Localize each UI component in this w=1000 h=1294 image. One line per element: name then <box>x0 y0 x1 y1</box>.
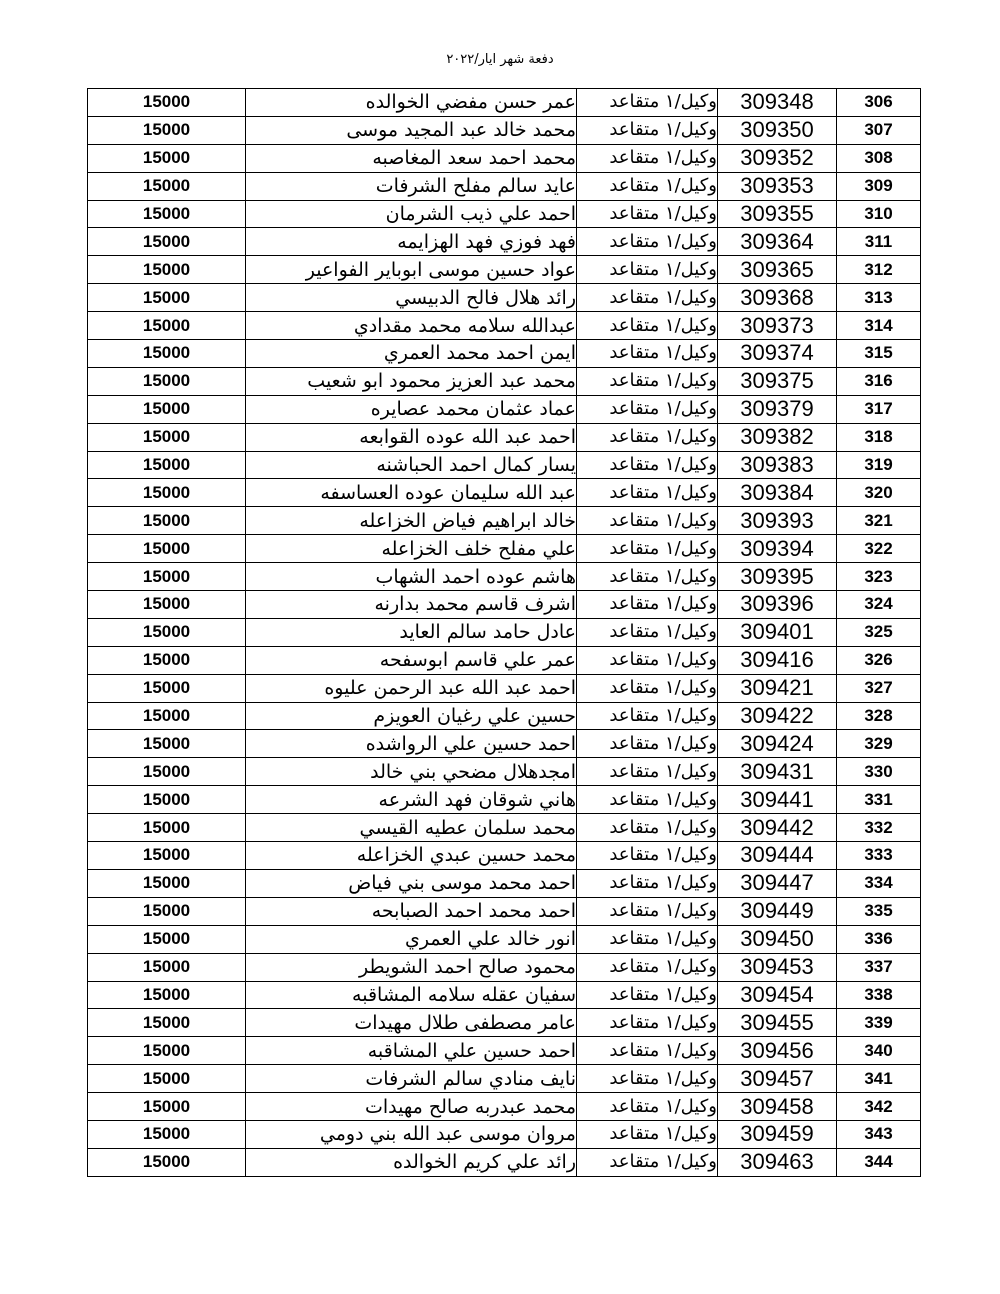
name-cell: نايف منادي سالم الشرفات <box>246 1065 577 1093</box>
rank-status-cell: وكيل/١ متقاعد <box>577 89 718 117</box>
sequence-number-cell: 316 <box>837 367 921 395</box>
table-row <box>88 897 921 925</box>
table-row <box>88 925 921 953</box>
rank-status-cell: وكيل/١ متقاعد <box>577 395 718 423</box>
id-number-cell: 309374 <box>718 340 837 368</box>
rank-status-cell: وكيل/١ متقاعد <box>577 1037 718 1065</box>
amount-cell: 15000 <box>88 953 246 981</box>
sequence-number-cell: 317 <box>837 395 921 423</box>
table-row <box>88 535 921 563</box>
name-cell: انور خالد علي العمري <box>246 925 577 953</box>
amount-cell: 15000 <box>88 981 246 1009</box>
amount-cell: 15000 <box>88 395 246 423</box>
id-number-cell: 309453 <box>718 953 837 981</box>
id-number-cell: 309450 <box>718 925 837 953</box>
sequence-number-cell: 337 <box>837 953 921 981</box>
table-row <box>88 786 921 814</box>
name-cell: مروان موسى عبد الله بني دومي <box>246 1120 577 1148</box>
sequence-number-cell: 315 <box>837 340 921 368</box>
sequence-number-cell: 344 <box>837 1148 921 1176</box>
amount-cell: 15000 <box>88 116 246 144</box>
table-row <box>88 1120 921 1148</box>
id-number-cell: 309375 <box>718 367 837 395</box>
amount-cell: 15000 <box>88 479 246 507</box>
id-number-cell: 309422 <box>718 702 837 730</box>
rank-status-cell: وكيل/١ متقاعد <box>577 423 718 451</box>
amount-cell: 15000 <box>88 618 246 646</box>
id-number-cell: 309457 <box>718 1065 837 1093</box>
table-row <box>88 1065 921 1093</box>
table-row <box>88 89 921 117</box>
name-cell: حسين علي رغيان العويزم <box>246 702 577 730</box>
sequence-number-cell: 336 <box>837 925 921 953</box>
table-row <box>88 1093 921 1121</box>
id-number-cell: 309456 <box>718 1037 837 1065</box>
table-row <box>88 758 921 786</box>
table-row <box>88 981 921 1009</box>
sequence-number-cell: 311 <box>837 228 921 256</box>
sequence-number-cell: 324 <box>837 591 921 619</box>
id-number-cell: 309395 <box>718 563 837 591</box>
sequence-number-cell: 309 <box>837 172 921 200</box>
rank-status-cell: وكيل/١ متقاعد <box>577 1148 718 1176</box>
table-row <box>88 591 921 619</box>
sequence-number-cell: 307 <box>837 116 921 144</box>
name-cell: ايمن احمد محمد العمري <box>246 340 577 368</box>
rank-status-cell: وكيل/١ متقاعد <box>577 618 718 646</box>
id-number-cell: 309383 <box>718 451 837 479</box>
id-number-cell: 309401 <box>718 618 837 646</box>
amount-cell: 15000 <box>88 89 246 117</box>
name-cell: هاشم عوده احمد الشهاب <box>246 563 577 591</box>
sequence-number-cell: 339 <box>837 1009 921 1037</box>
id-number-cell: 309350 <box>718 116 837 144</box>
amount-cell: 15000 <box>88 535 246 563</box>
rank-status-cell: وكيل/١ متقاعد <box>577 591 718 619</box>
name-cell: هاني شوقان فهد الشرعه <box>246 786 577 814</box>
id-number-cell: 309364 <box>718 228 837 256</box>
id-number-cell: 309441 <box>718 786 837 814</box>
table-row <box>88 814 921 842</box>
rank-status-cell: وكيل/١ متقاعد <box>577 535 718 563</box>
table-row <box>88 423 921 451</box>
id-number-cell: 309355 <box>718 200 837 228</box>
sequence-number-cell: 332 <box>837 814 921 842</box>
table-row <box>88 730 921 758</box>
name-cell: عبدالله سلامه محمد مقدادي <box>246 312 577 340</box>
name-cell: امجدهلال مضحي بني خالد <box>246 758 577 786</box>
name-cell: احمد علي ذيب الشرمان <box>246 200 577 228</box>
amount-cell: 15000 <box>88 256 246 284</box>
table-row <box>88 953 921 981</box>
amount-cell: 15000 <box>88 702 246 730</box>
name-cell: عادل حامد سالم العايد <box>246 618 577 646</box>
rank-status-cell: وكيل/١ متقاعد <box>577 814 718 842</box>
table-row <box>88 312 921 340</box>
id-number-cell: 309382 <box>718 423 837 451</box>
id-number-cell: 309449 <box>718 897 837 925</box>
name-cell: محمد احمد سعد المغاصبه <box>246 144 577 172</box>
name-cell: عامر مصطفى طلال مهيدات <box>246 1009 577 1037</box>
table-row <box>88 451 921 479</box>
rank-status-cell: وكيل/١ متقاعد <box>577 172 718 200</box>
name-cell: عمر علي قاسم ابوسفحه <box>246 646 577 674</box>
name-cell: محمد خالد عبد المجيد موسى <box>246 116 577 144</box>
rank-status-cell: وكيل/١ متقاعد <box>577 451 718 479</box>
table-row <box>88 1037 921 1065</box>
amount-cell: 15000 <box>88 1065 246 1093</box>
table-row <box>88 284 921 312</box>
rank-status-cell: وكيل/١ متقاعد <box>577 842 718 870</box>
sequence-number-cell: 323 <box>837 563 921 591</box>
sequence-number-cell: 340 <box>837 1037 921 1065</box>
sequence-number-cell: 318 <box>837 423 921 451</box>
id-number-cell: 309416 <box>718 646 837 674</box>
rank-status-cell: وكيل/١ متقاعد <box>577 674 718 702</box>
rank-status-cell: وكيل/١ متقاعد <box>577 479 718 507</box>
rank-status-cell: وكيل/١ متقاعد <box>577 507 718 535</box>
id-number-cell: 309384 <box>718 479 837 507</box>
table-row <box>88 116 921 144</box>
name-cell: خالد ابراهيم فياض الخزاعله <box>246 507 577 535</box>
rank-status-cell: وكيل/١ متقاعد <box>577 925 718 953</box>
rank-status-cell: وكيل/١ متقاعد <box>577 1009 718 1037</box>
rank-status-cell: وكيل/١ متقاعد <box>577 897 718 925</box>
table-row <box>88 842 921 870</box>
amount-cell: 15000 <box>88 312 246 340</box>
sequence-number-cell: 335 <box>837 897 921 925</box>
table-row <box>88 228 921 256</box>
sequence-number-cell: 308 <box>837 144 921 172</box>
page-title: دفعة شهر ايار/٢٠٢٢ <box>446 52 554 67</box>
name-cell: رائد هلال فالح الدبيسي <box>246 284 577 312</box>
amount-cell: 15000 <box>88 758 246 786</box>
name-cell: عايد سالم مفلح الشرفات <box>246 172 577 200</box>
id-number-cell: 309455 <box>718 1009 837 1037</box>
rank-status-cell: وكيل/١ متقاعد <box>577 1093 718 1121</box>
amount-cell: 15000 <box>88 1148 246 1176</box>
sequence-number-cell: 338 <box>837 981 921 1009</box>
rank-status-cell: وكيل/١ متقاعد <box>577 786 718 814</box>
sequence-number-cell: 342 <box>837 1093 921 1121</box>
amount-cell: 15000 <box>88 674 246 702</box>
name-cell: فهد فوزي فهد الهزايمه <box>246 228 577 256</box>
id-number-cell: 309396 <box>718 591 837 619</box>
amount-cell: 15000 <box>88 1037 246 1065</box>
sequence-number-cell: 327 <box>837 674 921 702</box>
table-row <box>88 563 921 591</box>
id-number-cell: 309421 <box>718 674 837 702</box>
name-cell: محمد عبدربه صالح مهيدات <box>246 1093 577 1121</box>
rank-status-cell: وكيل/١ متقاعد <box>577 256 718 284</box>
rank-status-cell: وكيل/١ متقاعد <box>577 646 718 674</box>
name-cell: احمد عبد الله عبد الرحمن عليوه <box>246 674 577 702</box>
table-row <box>88 367 921 395</box>
sequence-number-cell: 343 <box>837 1120 921 1148</box>
sequence-number-cell: 329 <box>837 730 921 758</box>
rank-status-cell: وكيل/١ متقاعد <box>577 284 718 312</box>
sequence-number-cell: 313 <box>837 284 921 312</box>
rank-status-cell: وكيل/١ متقاعد <box>577 1120 718 1148</box>
sequence-number-cell: 314 <box>837 312 921 340</box>
table-row <box>88 256 921 284</box>
id-number-cell: 309353 <box>718 172 837 200</box>
amount-cell: 15000 <box>88 1009 246 1037</box>
id-number-cell: 309393 <box>718 507 837 535</box>
table-row <box>88 702 921 730</box>
name-cell: عواد حسين موسى ابوباير الفواعير <box>246 256 577 284</box>
sequence-number-cell: 333 <box>837 842 921 870</box>
sequence-number-cell: 321 <box>837 507 921 535</box>
amount-cell: 15000 <box>88 730 246 758</box>
table-row <box>88 1148 921 1176</box>
id-number-cell: 309348 <box>718 89 837 117</box>
rank-status-cell: وكيل/١ متقاعد <box>577 869 718 897</box>
rank-status-cell: وكيل/١ متقاعد <box>577 758 718 786</box>
name-cell: علي مفلح خلف الخزاعله <box>246 535 577 563</box>
amount-cell: 15000 <box>88 507 246 535</box>
rank-status-cell: وكيل/١ متقاعد <box>577 563 718 591</box>
name-cell: يسار كمال احمد الحباشنه <box>246 451 577 479</box>
table-row <box>88 172 921 200</box>
name-cell: محمد سلمان عطيه القيسي <box>246 814 577 842</box>
amount-cell: 15000 <box>88 1093 246 1121</box>
id-number-cell: 309447 <box>718 869 837 897</box>
amount-cell: 15000 <box>88 786 246 814</box>
amount-cell: 15000 <box>88 451 246 479</box>
rank-status-cell: وكيل/١ متقاعد <box>577 144 718 172</box>
rank-status-cell: وكيل/١ متقاعد <box>577 1065 718 1093</box>
rank-status-cell: وكيل/١ متقاعد <box>577 116 718 144</box>
amount-cell: 15000 <box>88 925 246 953</box>
id-number-cell: 309368 <box>718 284 837 312</box>
name-cell: احمد حسين علي المشاقبه <box>246 1037 577 1065</box>
id-number-cell: 309442 <box>718 814 837 842</box>
amount-cell: 15000 <box>88 172 246 200</box>
rank-status-cell: وكيل/١ متقاعد <box>577 367 718 395</box>
id-number-cell: 309373 <box>718 312 837 340</box>
name-cell: رائد علي كريم الخوالده <box>246 1148 577 1176</box>
sequence-number-cell: 325 <box>837 618 921 646</box>
sequence-number-cell: 319 <box>837 451 921 479</box>
amount-cell: 15000 <box>88 423 246 451</box>
name-cell: احمد عبد الله عوده القوابعه <box>246 423 577 451</box>
id-number-cell: 309394 <box>718 535 837 563</box>
name-cell: محمد حسين عبدي الخزاعله <box>246 842 577 870</box>
name-cell: احمد حسين علي الرواشده <box>246 730 577 758</box>
id-number-cell: 309379 <box>718 395 837 423</box>
amount-cell: 15000 <box>88 1120 246 1148</box>
amount-cell: 15000 <box>88 869 246 897</box>
sequence-number-cell: 334 <box>837 869 921 897</box>
payments-table <box>87 88 921 1177</box>
amount-cell: 15000 <box>88 144 246 172</box>
rank-status-cell: وكيل/١ متقاعد <box>577 953 718 981</box>
table-row <box>88 618 921 646</box>
table-body <box>88 89 921 1177</box>
sequence-number-cell: 322 <box>837 535 921 563</box>
rank-status-cell: وكيل/١ متقاعد <box>577 312 718 340</box>
name-cell: احمد محمد موسى بني فياض <box>246 869 577 897</box>
rank-status-cell: وكيل/١ متقاعد <box>577 200 718 228</box>
sequence-number-cell: 320 <box>837 479 921 507</box>
name-cell: محمود صالح احمد الشويطر <box>246 953 577 981</box>
table-row <box>88 395 921 423</box>
table-row <box>88 144 921 172</box>
name-cell: عبد الله سليمان عوده العساسفه <box>246 479 577 507</box>
rank-status-cell: وكيل/١ متقاعد <box>577 702 718 730</box>
amount-cell: 15000 <box>88 897 246 925</box>
table-row <box>88 340 921 368</box>
table-row <box>88 507 921 535</box>
table-row <box>88 479 921 507</box>
name-cell: سفيان عقله سلامه المشاقبه <box>246 981 577 1009</box>
amount-cell: 15000 <box>88 200 246 228</box>
sequence-number-cell: 331 <box>837 786 921 814</box>
name-cell: محمد عبد العزيز محمود ابو شعيب <box>246 367 577 395</box>
table-row <box>88 869 921 897</box>
amount-cell: 15000 <box>88 367 246 395</box>
rank-status-cell: وكيل/١ متقاعد <box>577 730 718 758</box>
rank-status-cell: وكيل/١ متقاعد <box>577 228 718 256</box>
rank-status-cell: وكيل/١ متقاعد <box>577 340 718 368</box>
sequence-number-cell: 306 <box>837 89 921 117</box>
amount-cell: 15000 <box>88 284 246 312</box>
table-row <box>88 674 921 702</box>
id-number-cell: 309454 <box>718 981 837 1009</box>
sequence-number-cell: 341 <box>837 1065 921 1093</box>
table-row <box>88 1009 921 1037</box>
name-cell: عماد عثمان محمد عصايره <box>246 395 577 423</box>
name-cell: اشرف قاسم محمد بدارنه <box>246 591 577 619</box>
sequence-number-cell: 326 <box>837 646 921 674</box>
amount-cell: 15000 <box>88 646 246 674</box>
name-cell: احمد محمد احمد الصبابحه <box>246 897 577 925</box>
rank-status-cell: وكيل/١ متقاعد <box>577 981 718 1009</box>
id-number-cell: 309424 <box>718 730 837 758</box>
sequence-number-cell: 328 <box>837 702 921 730</box>
amount-cell: 15000 <box>88 591 246 619</box>
id-number-cell: 309352 <box>718 144 837 172</box>
id-number-cell: 309463 <box>718 1148 837 1176</box>
amount-cell: 15000 <box>88 340 246 368</box>
amount-cell: 15000 <box>88 563 246 591</box>
id-number-cell: 309431 <box>718 758 837 786</box>
table-row <box>88 646 921 674</box>
table-row <box>88 200 921 228</box>
sequence-number-cell: 312 <box>837 256 921 284</box>
id-number-cell: 309365 <box>718 256 837 284</box>
id-number-cell: 309459 <box>718 1120 837 1148</box>
amount-cell: 15000 <box>88 842 246 870</box>
name-cell: عمر حسن مفضي الخوالده <box>246 89 577 117</box>
id-number-cell: 309444 <box>718 842 837 870</box>
id-number-cell: 309458 <box>718 1093 837 1121</box>
amount-cell: 15000 <box>88 814 246 842</box>
amount-cell: 15000 <box>88 228 246 256</box>
sequence-number-cell: 310 <box>837 200 921 228</box>
sequence-number-cell: 330 <box>837 758 921 786</box>
